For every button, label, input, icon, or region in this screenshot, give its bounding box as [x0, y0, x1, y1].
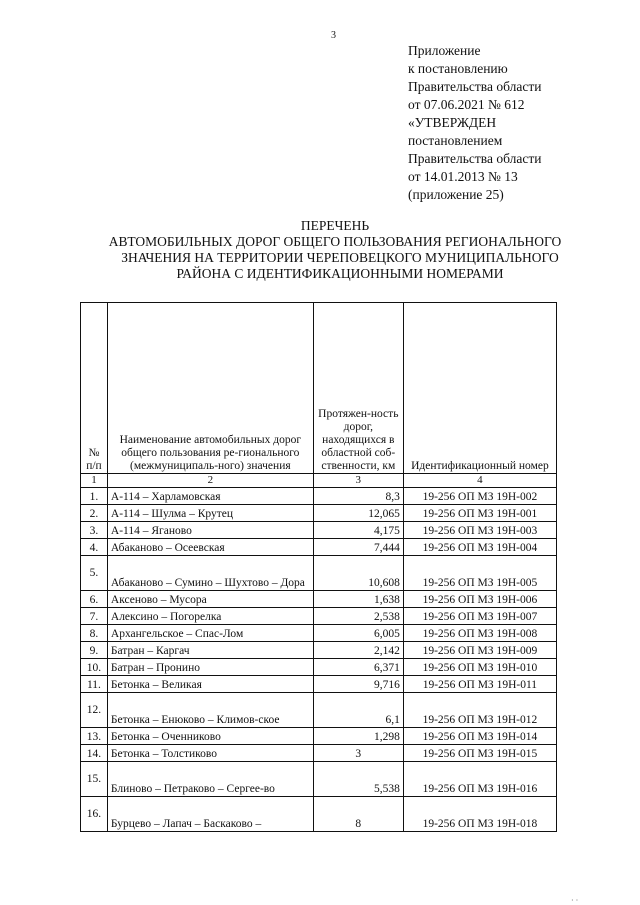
scan-mark: · · [571, 896, 579, 905]
column-index: 2 [107, 474, 313, 488]
appendix-block [408, 42, 541, 204]
row-number: 9. [81, 642, 108, 659]
column-index: 4 [403, 474, 556, 488]
appendix-line: постановлением [408, 133, 503, 148]
column-index: 3 [313, 474, 403, 488]
table-row [81, 488, 557, 505]
road-name: Бурцево – Лапач – Баскаково – [107, 797, 313, 832]
road-length: 1,298 [313, 728, 403, 745]
road-name: Аксеново – Мусора [107, 591, 313, 608]
row-number: 14. [81, 745, 108, 762]
table-row [81, 642, 557, 659]
row-number: 13. [81, 728, 108, 745]
road-length: 10,608 [313, 556, 403, 591]
row-number: 12. [81, 693, 108, 728]
road-name: Абаканово – Сумино – Шухтово – Дора [107, 556, 313, 591]
row-number: 16. [81, 797, 108, 832]
road-length: 2,538 [313, 608, 403, 625]
table-row [81, 797, 557, 832]
road-identifier: 19-256 ОП МЗ 19Н-003 [403, 522, 556, 539]
row-number: 1. [81, 488, 108, 505]
appendix-line: Правительства области [408, 79, 542, 94]
header-road-name: Наименование автомобильных дорог общего пользования ре-гионального (межмуниципаль-ного) значения [107, 303, 313, 474]
appendix-line: от 14.01.2013 № 13 [408, 169, 518, 184]
row-number: 7. [81, 608, 108, 625]
road-name: Батран – Каргач [107, 642, 313, 659]
roads-table [80, 302, 557, 832]
road-name: Алексино – Погорелка [107, 608, 313, 625]
table-row [81, 591, 557, 608]
header-length: Протяжен-ность дорог, находящихся в областной соб-ственности, км [313, 303, 403, 474]
road-name: Абаканово – Осеевская [107, 539, 313, 556]
road-length: 6,1 [313, 693, 403, 728]
appendix-line: Правительства области [408, 151, 542, 166]
table-header-row [81, 303, 557, 474]
road-name: А-114 – Шулма – Крутец [107, 505, 313, 522]
table-row [81, 539, 557, 556]
road-identifier: 19-256 ОП МЗ 19Н-001 [403, 505, 556, 522]
document-title [0, 218, 640, 282]
road-length: 12,065 [313, 505, 403, 522]
table-row [81, 505, 557, 522]
road-name: А-114 – Харламовская [107, 488, 313, 505]
title-line: РАЙОНА С ИДЕНТИФИКАЦИОННЫМИ НОМЕРАМИ [176, 266, 504, 281]
header-number: № п/п [81, 303, 108, 474]
title-line: ЗНАЧЕНИЯ НА ТЕРРИТОРИИ ЧЕРЕПОВЕЦКОГО МУНИЦИПАЛЬНОГО [121, 250, 559, 265]
table-row [81, 745, 557, 762]
road-identifier: 19-256 ОП МЗ 19Н-015 [403, 745, 556, 762]
title-line: АВТОМОБИЛЬНЫХ ДОРОГ ОБЩЕГО ПОЛЬЗОВАНИЯ РЕГИОНАЛЬНОГО [108, 234, 562, 249]
row-number: 4. [81, 539, 108, 556]
table-row [81, 556, 557, 591]
row-number: 11. [81, 676, 108, 693]
road-name: Батран – Пронино [107, 659, 313, 676]
road-identifier: 19-256 ОП МЗ 19Н-008 [403, 625, 556, 642]
row-number: 3. [81, 522, 108, 539]
appendix-line: к постановлению [408, 61, 508, 76]
road-name: Блиново – Петраково – Сергее-во [107, 762, 313, 797]
table-row [81, 728, 557, 745]
road-identifier: 19-256 ОП МЗ 19Н-009 [403, 642, 556, 659]
road-identifier: 19-256 ОП МЗ 19Н-012 [403, 693, 556, 728]
appendix-line: «УТВЕРЖДЕН [408, 115, 497, 130]
table-row [81, 676, 557, 693]
road-name: А-114 – Яганово [107, 522, 313, 539]
road-identifier: 19-256 ОП МЗ 19Н-004 [403, 539, 556, 556]
road-identifier: 19-256 ОП МЗ 19Н-014 [403, 728, 556, 745]
road-length: 5,538 [313, 762, 403, 797]
column-index: 1 [81, 474, 108, 488]
row-number: 15. [81, 762, 108, 797]
appendix-line: от 07.06.2021 № 612 [408, 97, 525, 112]
row-number: 6. [81, 591, 108, 608]
road-length: 2,142 [313, 642, 403, 659]
road-identifier: 19-256 ОП МЗ 19Н-007 [403, 608, 556, 625]
table-row [81, 762, 557, 797]
road-name: Бетонка – Енюково – Климов-ское [107, 693, 313, 728]
road-identifier: 19-256 ОП МЗ 19Н-002 [403, 488, 556, 505]
table-row [81, 608, 557, 625]
appendix-line: (приложение 25) [408, 187, 504, 202]
table-body [81, 488, 557, 832]
page-number: 3 [331, 30, 336, 41]
road-length: 9,716 [313, 676, 403, 693]
row-number: 10. [81, 659, 108, 676]
road-length: 6,005 [313, 625, 403, 642]
road-length: 8,3 [313, 488, 403, 505]
table-row [81, 693, 557, 728]
road-length: 7,444 [313, 539, 403, 556]
road-name: Бетонка – Толстиково [107, 745, 313, 762]
road-identifier: 19-256 ОП МЗ 19Н-018 [403, 797, 556, 832]
column-index-row [81, 474, 557, 488]
road-identifier: 19-256 ОП МЗ 19Н-005 [403, 556, 556, 591]
road-length: 4,175 [313, 522, 403, 539]
road-length: 3 [313, 745, 403, 762]
row-number: 5. [81, 556, 108, 591]
road-length: 1,638 [313, 591, 403, 608]
table-row [81, 659, 557, 676]
road-identifier: 19-256 ОП МЗ 19Н-006 [403, 591, 556, 608]
road-name: Бетонка – Оченниково [107, 728, 313, 745]
table-row [81, 625, 557, 642]
row-number: 2. [81, 505, 108, 522]
row-number: 8. [81, 625, 108, 642]
title-line: ПЕРЕЧЕНЬ [300, 218, 370, 233]
road-length: 6,371 [313, 659, 403, 676]
road-identifier: 19-256 ОП МЗ 19Н-010 [403, 659, 556, 676]
header-identifier: Идентификационный номер [403, 303, 556, 474]
table-row [81, 522, 557, 539]
road-identifier: 19-256 ОП МЗ 19Н-016 [403, 762, 556, 797]
road-length: 8 [313, 797, 403, 832]
road-name: Архангельское – Спас-Лом [107, 625, 313, 642]
appendix-line: Приложение [408, 43, 481, 58]
road-identifier: 19-256 ОП МЗ 19Н-011 [403, 676, 556, 693]
road-name: Бетонка – Великая [107, 676, 313, 693]
